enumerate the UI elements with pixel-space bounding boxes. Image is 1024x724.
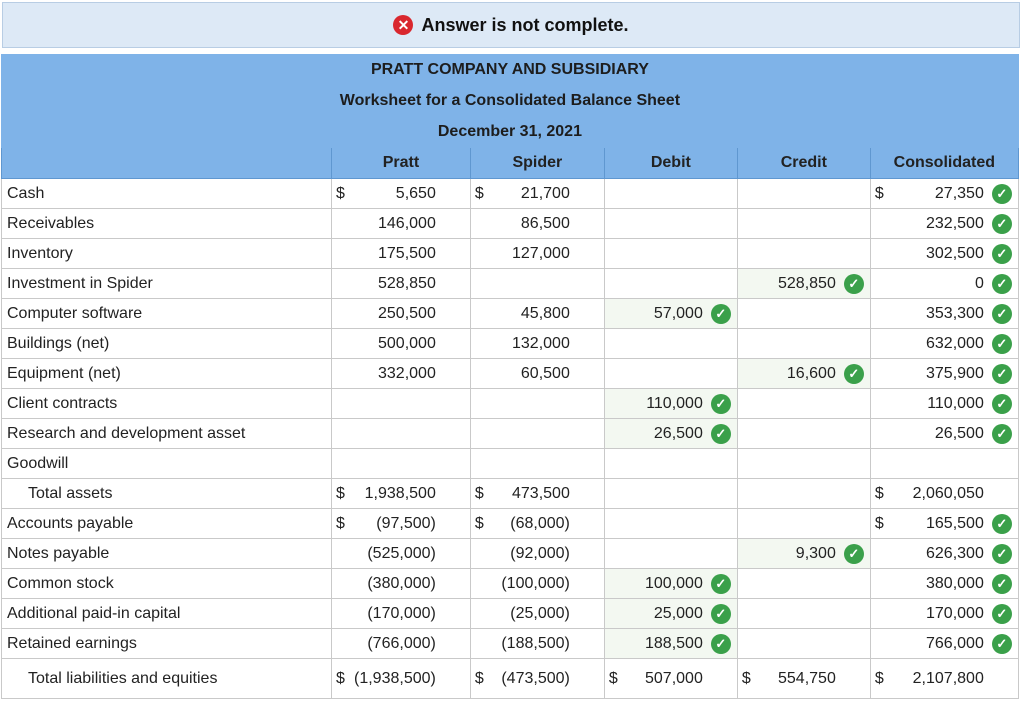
worksheet-row: [2, 479, 1019, 509]
pratt-value: (525,000): [367, 544, 436, 562]
pratt-value: 1,938,500: [364, 484, 436, 502]
debit-column-header: Debit: [604, 148, 737, 179]
spider-cell: [470, 569, 604, 599]
debit-cell[interactable]: [604, 359, 737, 389]
worksheet-row: [2, 359, 1019, 389]
credit-cell[interactable]: [737, 479, 870, 509]
debit-cell[interactable]: [604, 629, 737, 659]
pratt-cell: [332, 389, 471, 419]
credit-value: 554,750: [778, 669, 836, 687]
credit-cell[interactable]: [737, 389, 870, 419]
correct-check-icon: ✓: [992, 634, 1012, 654]
consolidated-value: 766,000: [926, 634, 984, 652]
consolidated-cell[interactable]: [870, 359, 1018, 389]
correct-check-icon: ✓: [711, 574, 731, 594]
correct-check-icon: ✓: [992, 544, 1012, 564]
currency-symbol: $: [336, 514, 345, 532]
debit-cell[interactable]: [604, 509, 737, 539]
currency-symbol: $: [874, 669, 884, 687]
worksheet-row: [2, 239, 1019, 269]
spider-value: 132,000: [512, 334, 570, 352]
correct-check-icon: ✓: [711, 634, 731, 654]
row-label: Common stock: [2, 569, 332, 599]
spider-cell: [470, 599, 604, 629]
pratt-value: (170,000): [367, 604, 436, 622]
consolidated-value: 232,500: [926, 214, 984, 232]
consolidated-value: 375,900: [926, 364, 984, 382]
spider-cell: [470, 659, 604, 699]
correct-check-icon: ✓: [992, 214, 1012, 234]
row-label: Receivables: [2, 209, 332, 239]
pratt-cell: [332, 299, 471, 329]
consolidated-value: 170,000: [926, 604, 984, 622]
consolidated-cell[interactable]: [870, 179, 1018, 209]
label-column-header: [2, 148, 332, 179]
credit-cell[interactable]: [737, 419, 870, 449]
currency-symbol: $: [474, 514, 484, 532]
row-label: Inventory: [2, 239, 332, 269]
pratt-value: (380,000): [367, 574, 436, 592]
spider-value: 127,000: [512, 244, 570, 262]
spider-cell: [470, 239, 604, 269]
debit-cell[interactable]: [604, 419, 737, 449]
worksheet-row: [2, 569, 1019, 599]
pratt-cell: [332, 659, 471, 699]
consolidated-cell[interactable]: [870, 629, 1018, 659]
debit-value: 188,500: [645, 634, 703, 652]
debit-cell[interactable]: [604, 389, 737, 419]
pratt-value: (1,938,500): [354, 669, 436, 687]
worksheet-row: [2, 449, 1019, 479]
consolidated-value: 353,300: [926, 304, 984, 322]
credit-cell[interactable]: [737, 179, 870, 209]
spider-cell: [470, 389, 604, 419]
consolidated-column-header: Consolidated: [870, 148, 1018, 179]
correct-check-icon: ✓: [844, 274, 864, 294]
pratt-value: 5,650: [395, 184, 436, 202]
pratt-cell: [332, 209, 471, 239]
consolidated-cell[interactable]: [870, 269, 1018, 299]
row-label: Buildings (net): [2, 329, 332, 359]
consolidated-value: 27,350: [934, 184, 984, 202]
pratt-cell: [332, 599, 471, 629]
credit-cell[interactable]: [737, 299, 870, 329]
answer-status-banner: [2, 2, 1020, 48]
correct-check-icon: ✓: [992, 334, 1012, 354]
worksheet-row: [2, 389, 1019, 419]
correct-check-icon: ✓: [711, 394, 731, 414]
consolidated-value: 2,060,050: [912, 484, 984, 502]
credit-value: 528,850: [778, 274, 836, 292]
consolidated-cell[interactable]: [870, 299, 1018, 329]
consolidated-cell[interactable]: [870, 509, 1018, 539]
worksheet-date: December 31, 2021: [2, 117, 1019, 148]
worksheet-row: [2, 419, 1019, 449]
currency-symbol: $: [874, 484, 884, 502]
pratt-value: (766,000): [367, 634, 436, 652]
debit-cell[interactable]: [604, 269, 737, 299]
pratt-cell: [332, 359, 471, 389]
debit-cell[interactable]: [604, 329, 737, 359]
spider-cell: [470, 269, 604, 299]
currency-symbol: $: [336, 184, 345, 202]
currency-symbol: $: [874, 184, 884, 202]
credit-cell[interactable]: [737, 359, 870, 389]
consolidated-cell[interactable]: [870, 659, 1018, 699]
spider-value: 86,500: [520, 214, 570, 232]
worksheet-row: [2, 299, 1019, 329]
debit-cell[interactable]: [604, 659, 737, 699]
correct-check-icon: ✓: [992, 574, 1012, 594]
correct-check-icon: ✓: [711, 424, 731, 444]
row-label: Retained earnings: [2, 629, 332, 659]
pratt-cell: [332, 239, 471, 269]
currency-symbol: $: [874, 514, 884, 532]
debit-cell[interactable]: [604, 299, 737, 329]
worksheet-row: [2, 209, 1019, 239]
spider-cell: [470, 209, 604, 239]
credit-cell[interactable]: [737, 239, 870, 269]
debit-cell[interactable]: [604, 449, 737, 479]
row-label: Notes payable: [2, 539, 332, 569]
worksheet-row: [2, 179, 1019, 209]
currency-symbol: $: [336, 484, 345, 502]
debit-value: 100,000: [645, 574, 703, 592]
correct-check-icon: ✓: [992, 394, 1012, 414]
row-label: Accounts payable: [2, 509, 332, 539]
debit-value: 25,000: [653, 604, 703, 622]
pratt-cell: [332, 539, 471, 569]
correct-check-icon: ✓: [992, 244, 1012, 264]
debit-value: 57,000: [653, 304, 703, 322]
spider-value: (100,000): [501, 574, 570, 592]
correct-check-icon: ✓: [992, 304, 1012, 324]
spider-cell: [470, 419, 604, 449]
pratt-value: 250,500: [378, 304, 436, 322]
credit-value: 9,300: [795, 544, 836, 562]
spider-cell: [470, 479, 604, 509]
currency-symbol: $: [336, 669, 345, 687]
credit-cell[interactable]: [737, 269, 870, 299]
consolidated-cell[interactable]: [870, 239, 1018, 269]
consolidated-value: 0: [974, 274, 984, 292]
pratt-cell: [332, 269, 471, 299]
spider-value: (25,000): [510, 604, 570, 622]
correct-check-icon: ✓: [992, 514, 1012, 534]
credit-cell[interactable]: [737, 569, 870, 599]
row-label: Research and development asset: [2, 419, 332, 449]
pratt-value: 332,000: [378, 364, 436, 382]
correct-check-icon: ✓: [992, 274, 1012, 294]
correct-check-icon: ✓: [711, 604, 731, 624]
pratt-column-header: Pratt: [332, 148, 471, 179]
worksheet-row: [2, 629, 1019, 659]
currency-symbol: $: [474, 669, 484, 687]
spider-value: (68,000): [510, 514, 570, 532]
credit-cell[interactable]: [737, 539, 870, 569]
consolidated-cell[interactable]: [870, 389, 1018, 419]
correct-check-icon: ✓: [844, 364, 864, 384]
row-label: Total liabilities and equities: [2, 659, 332, 699]
spider-column-header: Spider: [470, 148, 604, 179]
correct-check-icon: ✓: [992, 184, 1012, 204]
credit-cell[interactable]: [737, 659, 870, 699]
currency-symbol: $: [741, 669, 751, 687]
consolidated-cell[interactable]: [870, 449, 1018, 479]
correct-check-icon: ✓: [711, 304, 731, 324]
spider-cell: [470, 539, 604, 569]
currency-symbol: $: [474, 184, 484, 202]
pratt-value: 175,500: [378, 244, 436, 262]
consolidated-cell[interactable]: [870, 329, 1018, 359]
consolidated-value: 380,000: [926, 574, 984, 592]
debit-value: 110,000: [646, 394, 703, 412]
consolidated-cell[interactable]: [870, 419, 1018, 449]
pratt-cell: [332, 479, 471, 509]
debit-cell[interactable]: [604, 209, 737, 239]
row-label: Total assets: [2, 479, 332, 509]
currency-symbol: $: [474, 484, 484, 502]
pratt-value: (97,500): [376, 514, 436, 532]
debit-value: 507,000: [645, 669, 703, 687]
pratt-value: 500,000: [378, 334, 436, 352]
row-label: Equipment (net): [2, 359, 332, 389]
credit-cell[interactable]: [737, 599, 870, 629]
debit-cell[interactable]: [604, 179, 737, 209]
spider-cell: [470, 449, 604, 479]
row-label: Investment in Spider: [2, 269, 332, 299]
spider-value: 21,700: [520, 184, 570, 202]
correct-check-icon: ✓: [992, 364, 1012, 384]
credit-cell[interactable]: [737, 329, 870, 359]
credit-cell[interactable]: [737, 629, 870, 659]
row-label: Client contracts: [2, 389, 332, 419]
company-title: PRATT COMPANY AND SUBSIDIARY: [2, 55, 1019, 86]
pratt-cell: [332, 449, 471, 479]
spider-cell: [470, 179, 604, 209]
worksheet-title: Worksheet for a Consolidated Balance Sheet: [2, 86, 1019, 117]
worksheet-row: [2, 539, 1019, 569]
consolidated-cell[interactable]: [870, 569, 1018, 599]
row-label: Goodwill: [2, 449, 332, 479]
consolidated-cell[interactable]: [870, 209, 1018, 239]
pratt-cell: [332, 629, 471, 659]
currency-symbol: $: [608, 669, 618, 687]
worksheet-row: [2, 329, 1019, 359]
consolidated-cell[interactable]: [870, 479, 1018, 509]
spider-cell: [470, 299, 604, 329]
correct-check-icon: ✓: [844, 544, 864, 564]
worksheet-row: [2, 509, 1019, 539]
pratt-cell: [332, 179, 471, 209]
spider-value: 473,500: [512, 484, 570, 502]
spider-value: 60,500: [520, 364, 570, 382]
credit-column-header: Credit: [737, 148, 870, 179]
spider-value: (188,500): [501, 634, 570, 652]
consolidated-cell[interactable]: [870, 539, 1018, 569]
spider-value: (92,000): [510, 544, 570, 562]
consolidated-value: 110,000: [927, 394, 984, 412]
row-label: Computer software: [2, 299, 332, 329]
answer-status-text: Answer is not complete.: [421, 14, 629, 35]
row-label: Cash: [2, 179, 332, 209]
debit-cell[interactable]: [604, 239, 737, 269]
correct-check-icon: ✓: [992, 604, 1012, 624]
credit-cell[interactable]: [737, 449, 870, 479]
consolidated-value: 626,300: [926, 544, 984, 562]
pratt-cell: [332, 419, 471, 449]
pratt-value: 146,000: [378, 214, 436, 232]
spider-cell: [470, 629, 604, 659]
correct-check-icon: ✓: [992, 424, 1012, 444]
consolidated-value: 26,500: [934, 424, 984, 442]
consolidation-worksheet: [1, 54, 1019, 699]
consolidated-value: 302,500: [926, 244, 984, 262]
spider-value: (473,500): [501, 669, 570, 687]
spider-cell: [470, 509, 604, 539]
pratt-cell: [332, 509, 471, 539]
debit-cell[interactable]: [604, 599, 737, 629]
debit-cell[interactable]: [604, 569, 737, 599]
worksheet-row: [2, 599, 1019, 629]
consolidated-cell[interactable]: [870, 599, 1018, 629]
error-x-icon: ✕: [393, 15, 413, 35]
spider-cell: [470, 329, 604, 359]
worksheet-row: [2, 659, 1019, 699]
credit-value: 16,600: [786, 364, 836, 382]
credit-cell[interactable]: [737, 509, 870, 539]
consolidated-value: 2,107,800: [912, 669, 984, 687]
consolidated-value: 632,000: [926, 334, 984, 352]
debit-value: 26,500: [653, 424, 703, 442]
consolidated-value: 165,500: [926, 514, 984, 532]
spider-cell: [470, 359, 604, 389]
pratt-cell: [332, 329, 471, 359]
pratt-value: 528,850: [378, 274, 436, 292]
debit-cell[interactable]: [604, 479, 737, 509]
credit-cell[interactable]: [737, 209, 870, 239]
pratt-cell: [332, 569, 471, 599]
worksheet-row: [2, 269, 1019, 299]
debit-cell[interactable]: [604, 539, 737, 569]
row-label: Additional paid-in capital: [2, 599, 332, 629]
spider-value: 45,800: [520, 304, 570, 322]
